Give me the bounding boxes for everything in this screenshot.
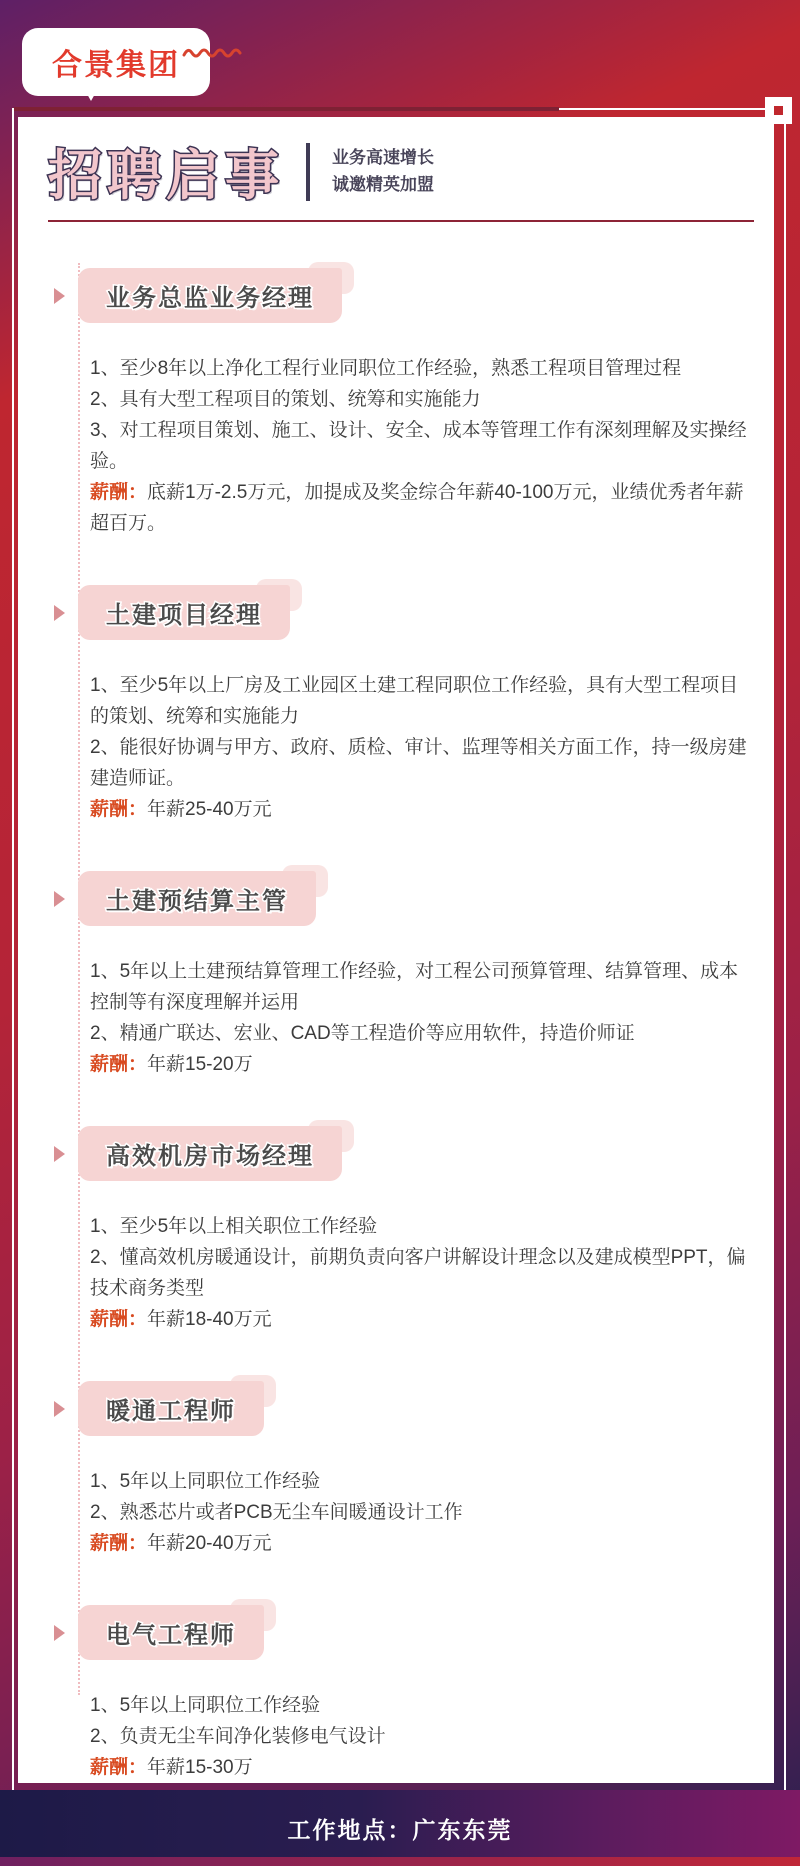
job-requirements xyxy=(90,956,748,1080)
requirement-line: 2、熟悉芯片或者PCB无尘车间暖通设计工作 xyxy=(90,1502,463,1523)
triangle-bullet-icon xyxy=(54,1146,65,1162)
job-section xyxy=(18,1126,774,1335)
header-subtitle xyxy=(332,145,434,198)
salary-line xyxy=(90,1752,748,1783)
triangle-bullet-icon xyxy=(54,1625,65,1641)
salary-value: 底薪1万-2.5万元，加提成及奖金综合年薪40-100万元，业绩优秀者年薪超百万。 xyxy=(90,482,744,534)
salary-label: 薪酬： xyxy=(90,799,148,820)
job-section xyxy=(18,268,774,539)
job-section xyxy=(18,1605,774,1783)
job-title: 业务总监业务经理 xyxy=(106,285,314,312)
corner-square-icon xyxy=(765,97,792,124)
work-location: 工作地点：广东东莞 xyxy=(287,1816,513,1843)
job-list xyxy=(18,268,774,1783)
salary-line xyxy=(90,477,748,539)
job-section xyxy=(18,871,774,1080)
job-badge-row xyxy=(54,1605,774,1660)
triangle-bullet-icon xyxy=(54,891,65,907)
requirement-line: 3、对工程项目策划、施工、设计、安全、成本等管理工作有深刻理解及实操经验。 xyxy=(90,420,747,472)
card-header xyxy=(18,117,774,210)
salary-value: 年薪18-40万元 xyxy=(147,1309,272,1330)
brand-bubble xyxy=(22,28,210,96)
salary-label: 薪酬： xyxy=(90,1533,148,1554)
requirement-line: 1、5年以上同职位工作经验 xyxy=(90,1471,321,1492)
triangle-bullet-icon xyxy=(54,1401,65,1417)
subtitle-line-1: 业务高速增长 xyxy=(332,148,434,168)
triangle-bullet-icon xyxy=(54,605,65,621)
salary-line xyxy=(90,1528,748,1559)
job-requirements xyxy=(90,1466,748,1559)
requirement-line: 2、负责无尘车间净化装修电气设计 xyxy=(90,1726,386,1747)
job-section xyxy=(18,585,774,825)
requirement-line: 2、能很好协调与甲方、政府、质检、审计、监理等相关方面工作，持一级房建建造师证。 xyxy=(90,737,747,789)
requirement-line: 1、5年以上土建预结算管理工作经验，对工程公司预算管理、结算管理、成本控制等有深度理解并运用 xyxy=(90,961,739,1013)
job-badge-row xyxy=(54,268,774,323)
salary-value: 年薪15-20万 xyxy=(147,1054,253,1075)
title-underline xyxy=(48,220,754,222)
job-requirements xyxy=(90,353,748,539)
job-title-badge xyxy=(78,268,342,323)
salary-value: 年薪25-40万元 xyxy=(147,799,272,820)
requirement-line: 1、至少5年以上相关职位工作经验 xyxy=(90,1216,378,1237)
job-title-badge xyxy=(78,1605,264,1660)
job-title: 电气工程师 xyxy=(106,1622,236,1649)
job-title: 土建项目经理 xyxy=(106,602,262,629)
salary-label: 薪酬： xyxy=(90,1309,148,1330)
job-title-badge xyxy=(78,871,316,926)
corner-square-dot-icon xyxy=(774,106,783,115)
brand-name: 合景集团 xyxy=(52,49,180,82)
job-requirements xyxy=(90,1211,748,1335)
title-divider xyxy=(306,143,310,201)
requirement-line: 2、精通广联达、宏业、CAD等工程造价等应用软件，持造价师证 xyxy=(90,1023,635,1044)
footer-accent-strip xyxy=(0,1857,800,1866)
salary-label: 薪酬： xyxy=(90,482,148,503)
job-badge-row xyxy=(54,871,774,926)
page-title: 招聘启事 xyxy=(48,146,284,206)
job-section xyxy=(18,1381,774,1559)
job-title: 高效机房市场经理 xyxy=(106,1143,314,1170)
salary-line xyxy=(90,794,748,825)
job-title: 暖通工程师 xyxy=(106,1398,236,1425)
job-badge-row xyxy=(54,1381,774,1436)
job-title-badge xyxy=(78,585,290,640)
job-title: 土建预结算主管 xyxy=(106,888,288,915)
subtitle-line-2: 诚邀精英加盟 xyxy=(332,174,434,194)
salary-label: 薪酬： xyxy=(90,1757,148,1778)
job-badge-row xyxy=(54,585,774,640)
triangle-bullet-icon xyxy=(54,288,65,304)
requirement-line: 1、至少5年以上厂房及工业园区土建工程同职位工作经验，具有大型工程项目的策划、统筹和实施能力 xyxy=(90,675,739,727)
job-title-badge xyxy=(78,1126,342,1181)
salary-line xyxy=(90,1304,748,1335)
job-badge-row xyxy=(54,1126,774,1181)
footer-band xyxy=(0,1790,800,1866)
requirement-line: 1、至少8年以上净化工程行业同职位工作经验，熟悉工程项目管理过程 xyxy=(90,358,682,379)
requirement-line: 2、具有大型工程项目的策划、统筹和实施能力 xyxy=(90,389,481,410)
salary-label: 薪酬： xyxy=(90,1054,148,1075)
job-title-badge xyxy=(78,1381,264,1436)
salary-line xyxy=(90,1049,748,1080)
salary-value: 年薪15-30万 xyxy=(147,1757,253,1778)
requirement-line: 1、5年以上同职位工作经验 xyxy=(90,1695,321,1716)
job-requirements xyxy=(90,1690,748,1783)
job-requirements xyxy=(90,670,748,825)
salary-value: 年薪20-40万元 xyxy=(147,1533,272,1554)
recruitment-card xyxy=(18,117,774,1783)
squiggle-icon xyxy=(182,44,246,60)
requirement-line: 2、懂高效机房暖通设计，前期负责向客户讲解设计理念以及建成模型PPT，偏技术商务类型 xyxy=(90,1247,746,1299)
